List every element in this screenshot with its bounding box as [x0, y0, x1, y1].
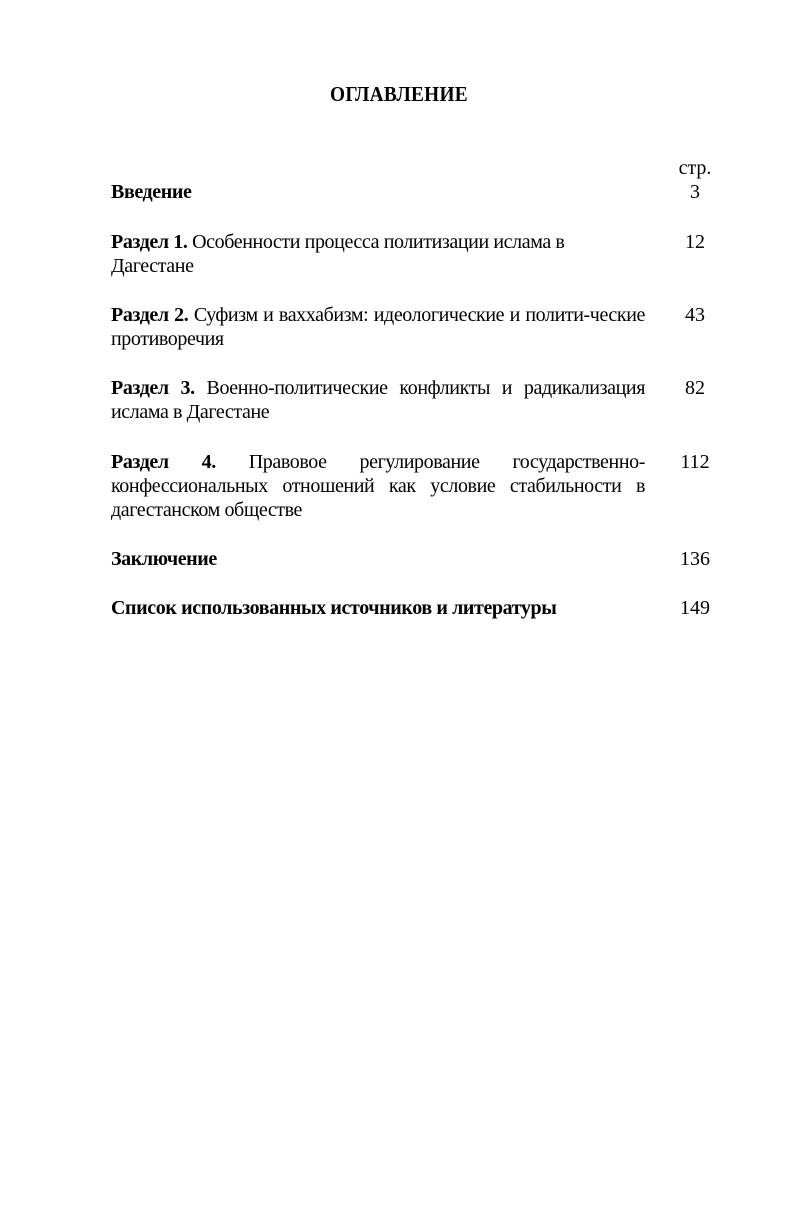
toc-entry-section-4[interactable]: [111, 450, 645, 522]
entry-text: Список использованных источников и литературы: [111, 597, 557, 619]
toc-entry-section-1[interactable]: [111, 230, 591, 278]
toc-page-bibliography: 149: [680, 597, 710, 619]
toc-page-conclusion: 136: [680, 548, 710, 570]
entry-text: Военно-политические конфликты и радикализация ислама в Дагестане: [111, 377, 645, 423]
entry-label: Раздел 4.: [111, 451, 216, 473]
toc-page-section-1: 12: [685, 231, 705, 253]
toc-entry-introduction[interactable]: [111, 180, 645, 204]
toc-entry-conclusion[interactable]: [111, 547, 645, 571]
entry-text: Заключение: [111, 548, 217, 570]
toc-page-section-3: 82: [685, 377, 705, 399]
entry-label: Раздел 2.: [111, 304, 189, 326]
entry-text: Введение: [111, 181, 192, 203]
toc-entry-section-2[interactable]: [111, 303, 645, 351]
toc-page-section-2: 43: [685, 304, 705, 326]
page-title: ОГЛАВЛЕНИЕ: [330, 82, 468, 106]
toc-page-section-4: 112: [680, 451, 710, 473]
toc-page-introduction: 3: [690, 181, 700, 203]
toc-entry-bibliography[interactable]: [111, 596, 645, 620]
entry-text: Суфизм и ваххабизм: идеологические и полити-ческие противоречия: [111, 304, 645, 350]
entry-text: Особенности процесса политизации ислама в Дагестане: [111, 231, 565, 277]
entry-label: Раздел 1.: [111, 231, 188, 253]
entry-label: Раздел 3.: [111, 377, 195, 399]
entry-text: Правовое регулирование государственно-конфессиональных отношений как условие стабильности в дагестанском обществе: [111, 451, 645, 521]
page-column-label: стр.: [678, 157, 712, 179]
toc-entry-section-3[interactable]: [111, 376, 645, 424]
